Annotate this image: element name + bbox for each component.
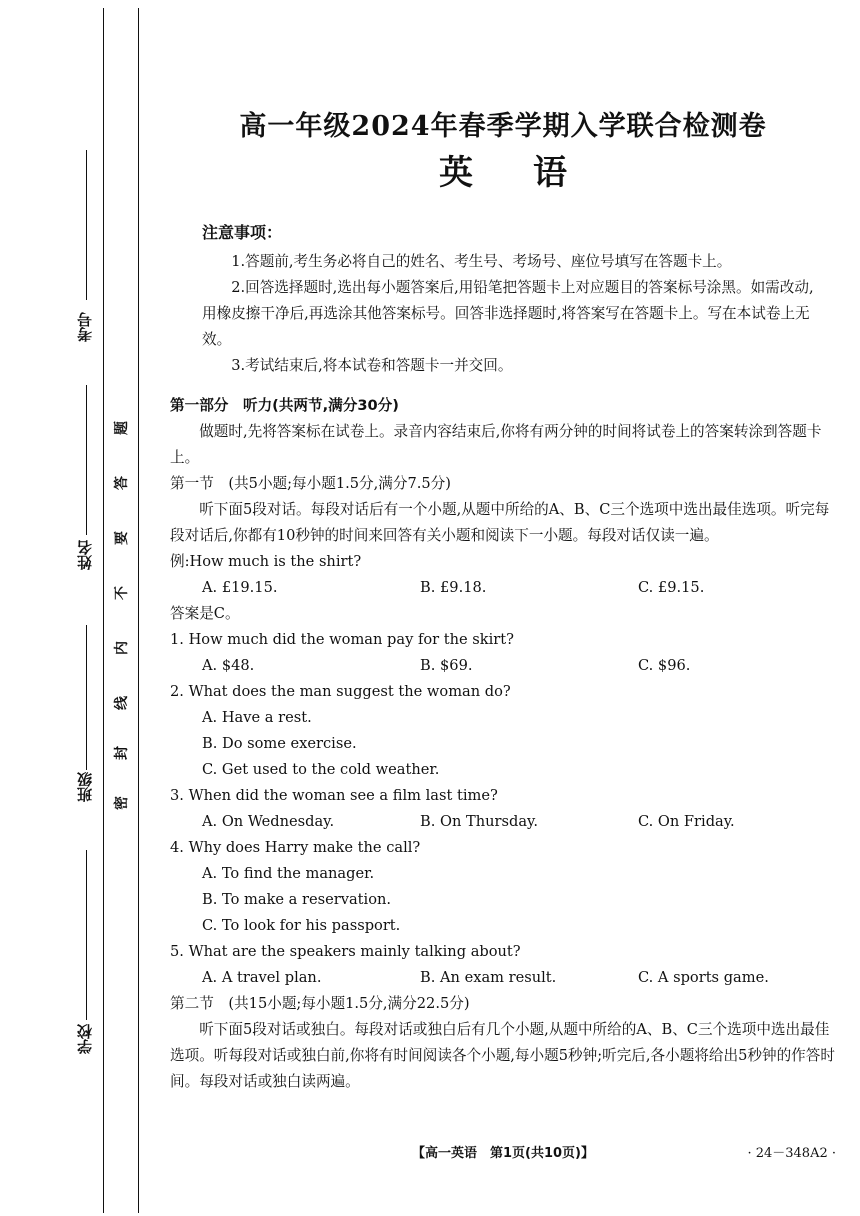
option: C. $96.: [638, 657, 691, 674]
seal-char: 要: [114, 531, 130, 545]
option: B. £9.18.: [420, 579, 487, 596]
exam-title: 高一年级2024年春季学期入学联合检测卷: [239, 111, 767, 142]
part1: [170, 393, 836, 1095]
option: A. Have a rest.: [202, 709, 312, 726]
example-answer: 答案是C。: [170, 605, 240, 622]
question-options: [170, 809, 836, 835]
option: C. To look for his passport.: [202, 917, 401, 934]
example-question: 例:How much is the shirt?: [170, 553, 362, 570]
exam-no-fill-line[interactable]: [86, 150, 87, 300]
school-label: 学校: [76, 1024, 94, 1054]
option: B. An exam result.: [420, 969, 557, 986]
option: B. To make a reservation.: [202, 891, 392, 908]
seal-char: 内: [114, 641, 130, 655]
section1-heading: 第一节 (共5小题;每小题1.5分,满分7.5分): [170, 475, 451, 492]
exam-page: [170, 100, 836, 1095]
exam-code: · 24－348A2 ·: [747, 1146, 836, 1161]
option: C. £9.15.: [638, 579, 705, 596]
option: B. $69.: [420, 657, 473, 674]
option: C. A sports game.: [638, 969, 769, 986]
option: C. On Friday.: [638, 813, 735, 830]
part1-heading: 第一部分 听力(共两节,满分30分): [170, 397, 399, 414]
binding-margin: [0, 0, 150, 1216]
page-number: 【高一英语 第1页(共10页)】: [411, 1146, 595, 1161]
notes-title: 注意事项：: [202, 223, 283, 242]
question: 3. When did the woman see a film last time?: [170, 787, 498, 804]
class-label: 班级: [76, 772, 94, 802]
seal-char: 答: [114, 476, 130, 490]
exam-no-label: 考号: [76, 312, 94, 342]
option: B. On Thursday.: [420, 813, 538, 830]
page-footer: [170, 1142, 836, 1164]
question: 5. What are the speakers mainly talking about?: [170, 943, 521, 960]
notes-section: [170, 220, 836, 379]
section2-heading: 第二节 (共15小题;每小题1.5分,满分22.5分): [170, 995, 470, 1012]
option: A. $48.: [202, 657, 255, 674]
note-item: 3.考试结束后,将本试卷和答题卡一并交回。: [231, 357, 513, 374]
option: A. £19.15.: [202, 579, 278, 596]
seal-char: 封: [114, 746, 130, 760]
section1-intro: 听下面5段对话。每段对话后有一个小题,从题中所给的A、B、C三个选项中选出最佳选项。听完每段对话后,你都有10秒钟的时间来回答有关小题和阅读下一小题。每段对话仅读一遍。: [170, 501, 830, 544]
question: 2. What does the man suggest the woman do?: [170, 683, 511, 700]
binding-line-outer: [103, 8, 104, 1213]
option: A. To find the manager.: [202, 865, 375, 882]
exam-subject: 英语: [439, 153, 627, 193]
seal-char: 题: [114, 421, 130, 435]
option: A. On Wednesday.: [202, 813, 335, 830]
name-label: 姓名: [76, 540, 94, 570]
note-item: 1.答题前,考生务必将自己的姓名、考生号、考场号、座位号填写在答题卡上。: [231, 253, 732, 270]
option: B. Do some exercise.: [202, 735, 357, 752]
example-options: [170, 575, 836, 601]
binding-line-inner: [138, 8, 139, 1213]
name-fill-line[interactable]: [86, 385, 87, 535]
option: A. A travel plan.: [202, 969, 322, 986]
school-fill-line[interactable]: [86, 850, 87, 1020]
question: 1. How much did the woman pay for the skirt?: [170, 631, 514, 648]
option: C. Get used to the cold weather.: [202, 761, 440, 778]
seal-char: 不: [114, 586, 130, 600]
class-fill-line[interactable]: [86, 625, 87, 770]
part1-intro: 做题时,先将答案标在试卷上。录音内容结束后,你将有两分钟的时间将试卷上的答案转涂到答题卡上。: [170, 423, 822, 466]
question-options: [170, 965, 836, 991]
question: 4. Why does Harry make the call?: [170, 839, 421, 856]
seal-char: 密: [114, 796, 130, 810]
section2-intro: 听下面5段对话或独白。每段对话或独白后有几个小题,从题中所给的A、B、C三个选项中选出最佳选项。听每段对话或独白前,你将有时间阅读各个小题,每小题5秒钟;听完后,各小题将给出5秒钟的作答时间。每段对话或独白读两遍。: [170, 1021, 835, 1090]
question-options: [170, 653, 836, 679]
seal-char: 线: [114, 696, 130, 710]
note-item: 2.回答选择题时,选出每小题答案后,用铅笔把答题卡上对应题目的答案标号涂黑。如需改动,用橡皮擦干净后,再选涂其他答案标号。回答非选择题时,将答案写在答题卡上。写在本试卷上无效。: [202, 279, 814, 348]
